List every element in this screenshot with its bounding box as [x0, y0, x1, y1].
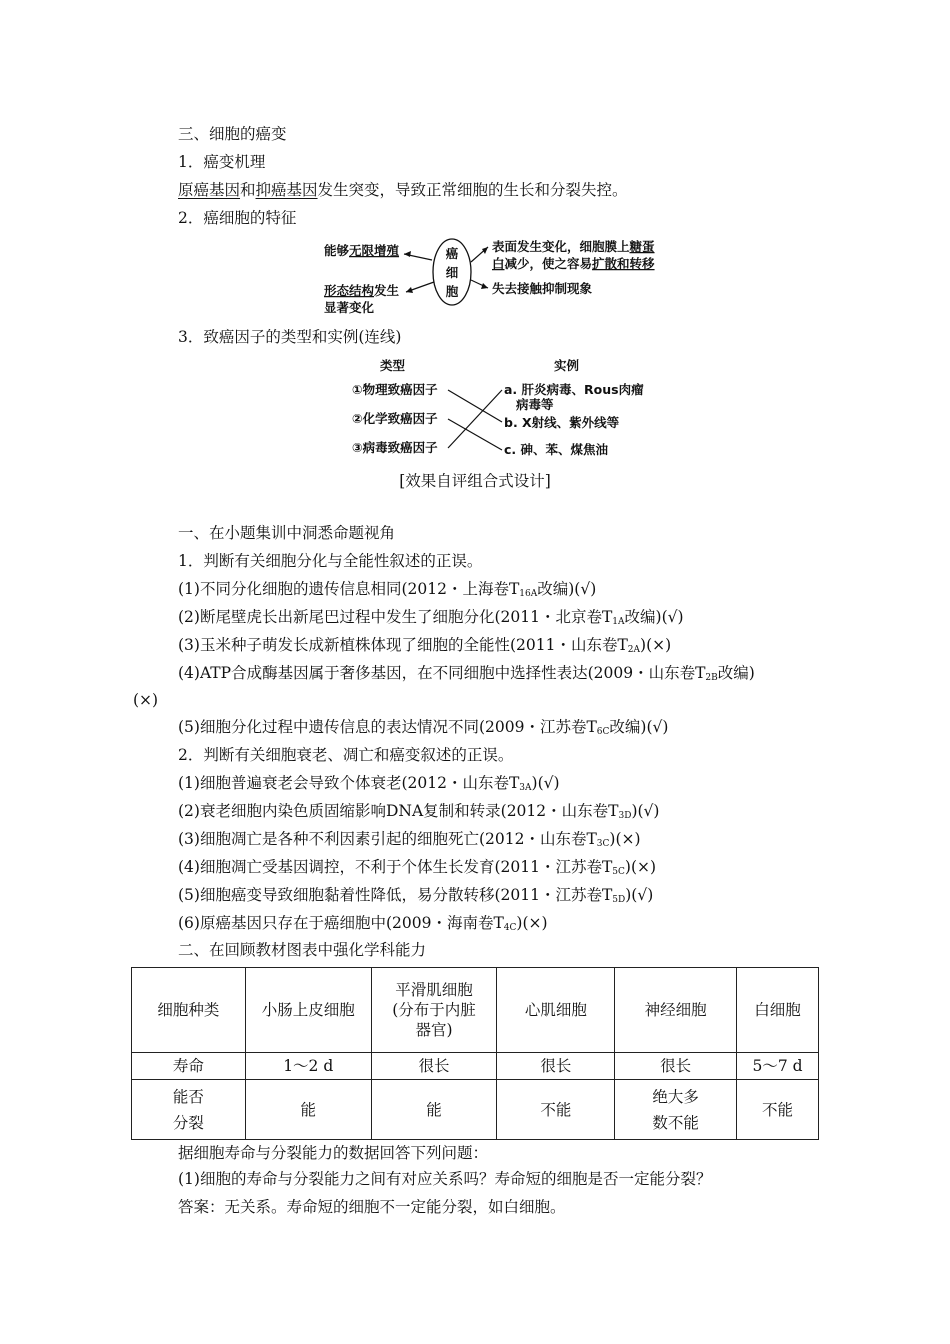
example-c: c. 砷、苯、煤焦油 — [504, 442, 609, 457]
part2-title: 二、在回顾教材图表中强化学科能力 — [178, 941, 427, 959]
link-physical-b — [448, 390, 502, 422]
subheading-features: 2．癌细胞的特征 — [178, 209, 297, 227]
table-cell: 很长 — [371, 1053, 497, 1080]
table-cell: 寿命 — [132, 1053, 246, 1080]
table-cell: 不能 — [497, 1080, 615, 1140]
center-char-1: 癌 — [445, 246, 459, 261]
cancer-cell-features-diagram — [320, 232, 680, 318]
section-caption: [效果自评组合式设计] — [399, 472, 551, 490]
q2-item-4: (4)细胞凋亡受基因调控，不利于个体生长发育(2011・江苏卷$T_{5C})(\times)$ — [178, 858, 657, 877]
table-cell: 神经细胞 — [615, 968, 737, 1053]
subheading-mechanism: 1．癌变机理 — [178, 153, 266, 171]
table-cell: 能 — [245, 1080, 371, 1140]
table-cell: 能 — [371, 1080, 497, 1140]
table-cell: 很长 — [615, 1053, 737, 1080]
question-1: (1)细胞的寿命与分裂能力之间有对应关系吗？寿命短的细胞是否一定能分裂？ — [178, 1170, 712, 1188]
left-feature-2: 形态结构发生 — [324, 283, 400, 298]
q2-item-3: (3)细胞凋亡是各种不利因素引起的细胞死亡(2012・山东卷$T_{3C})(\times)$ — [178, 830, 641, 849]
link-chemical-c — [448, 419, 502, 450]
q1-item-4-cont: (×) — [133, 691, 159, 709]
table-cell: 小肠上皮细胞 — [245, 968, 371, 1053]
example-a: a. 肝炎病毒、Rous肉瘤 — [504, 382, 644, 397]
q2-heading: 2．判断有关细胞衰老、凋亡和癌变叙述的正误。 — [178, 746, 514, 764]
left-feature-2-cont: 显著变化 — [324, 300, 375, 315]
cell-lifespan-table — [131, 967, 819, 1140]
subheading-carcinogens: 3．致癌因子的类型和实例(连线) — [178, 328, 402, 346]
table-cell: 5～7 d — [737, 1053, 819, 1080]
section-title: 三、细胞的癌变 — [178, 125, 287, 143]
table-cell: 很长 — [497, 1053, 615, 1080]
table-row — [132, 1053, 819, 1080]
q1-item-2: (2)断尾壁虎长出新尾巴过程中发生了细胞分化(2011・北京卷$T_{1A}$改编)(√) — [178, 608, 684, 627]
table-cell: 绝大多 数不能 — [615, 1080, 737, 1140]
table-cell: 不能 — [737, 1080, 819, 1140]
table-cell: 能否 分裂 — [132, 1080, 246, 1140]
table-cell: 心肌细胞 — [497, 968, 615, 1053]
type-chemical: ②化学致癌因子 — [352, 411, 438, 426]
table-followup: 据细胞寿命与分裂能力的数据回答下列问题： — [178, 1144, 489, 1162]
type-viral: ③病毒致癌因子 — [352, 440, 438, 455]
q2-item-2: (2)衰老细胞内染色质固缩影响DNA复制和转录(2012・山东卷$T_{3D})(√)$ — [178, 802, 660, 821]
proto-oncogene-term: 原癌基因 — [178, 181, 241, 199]
table-cell: 细胞种类 — [132, 968, 246, 1053]
table-cell: 1～2 d — [245, 1053, 371, 1080]
q1-item-5: (5)细胞分化过程中遗传信息的表达情况不同(2009・江苏卷$T_{6C}$改编)(√) — [178, 718, 669, 737]
table-row — [132, 1080, 819, 1140]
col-type-header: 类型 — [380, 358, 406, 373]
table-cell: 平滑肌细胞 (分布于内脏 器官) — [371, 968, 497, 1053]
table-cell: 白细胞 — [737, 968, 819, 1053]
q1-item-4: (4)ATP合成酶基因属于奢侈基因，在不同细胞中选择性表达(2009・山东卷$T_{2B}$改编) — [178, 664, 755, 683]
q1-heading: 1．判断有关细胞分化与全能性叙述的正误。 — [178, 552, 483, 570]
type-physical: ①物理致癌因子 — [352, 382, 438, 397]
right-feature-1: 表面发生变化，细胞膜上糖蛋 — [492, 239, 655, 254]
q2-item-5: (5)细胞癌变导致细胞黏着性降低，易分散转移(2011・江苏卷$T_{5D})(√)$ — [178, 886, 654, 905]
example-a-cont: 病毒等 — [516, 397, 554, 412]
left-feature-1: 能够无限增殖 — [324, 243, 400, 258]
right-feature-1-cont: 白减少，使之容易扩散和转移 — [492, 256, 655, 271]
answer-1: 答案：无关系。寿命短的细胞不一定能分裂，如白细胞。 — [178, 1198, 566, 1216]
col-example-header: 实例 — [554, 358, 580, 373]
example-b: b. X射线、紫外线等 — [504, 415, 620, 430]
right-feature-2: 失去接触抑制现象 — [492, 281, 593, 296]
mechanism-text: 原癌基因和抑癌基因发生突变，导致正常细胞的生长和分裂失控。 — [178, 181, 628, 199]
part1-title: 一、在小题集训中洞悉命题视角 — [178, 524, 396, 542]
table-header-row — [132, 968, 819, 1053]
q1-item-1: (1)不同分化细胞的遗传信息相同(2012・上海卷$T_{16A}$改编)(√) — [178, 580, 597, 599]
carcinogen-matching-diagram — [340, 356, 660, 462]
center-char-3: 胞 — [445, 284, 459, 299]
center-char-2: 细 — [445, 265, 459, 280]
q1-item-3: (3)玉米种子萌发长成新植株体现了细胞的全能性(2011・山东卷$T_{2A})(\times)$ — [178, 636, 672, 655]
q2-item-1: (1)细胞普遍衰老会导致个体衰老(2012・山东卷$T_{3A})(√)$ — [178, 774, 560, 793]
tumor-suppressor-term: 抑癌基因 — [255, 181, 318, 199]
q2-item-6: (6)原癌基因只存在于癌细胞中(2009・海南卷$T_{4C})(\times)$ — [178, 914, 548, 933]
link-viral-a — [448, 390, 502, 448]
